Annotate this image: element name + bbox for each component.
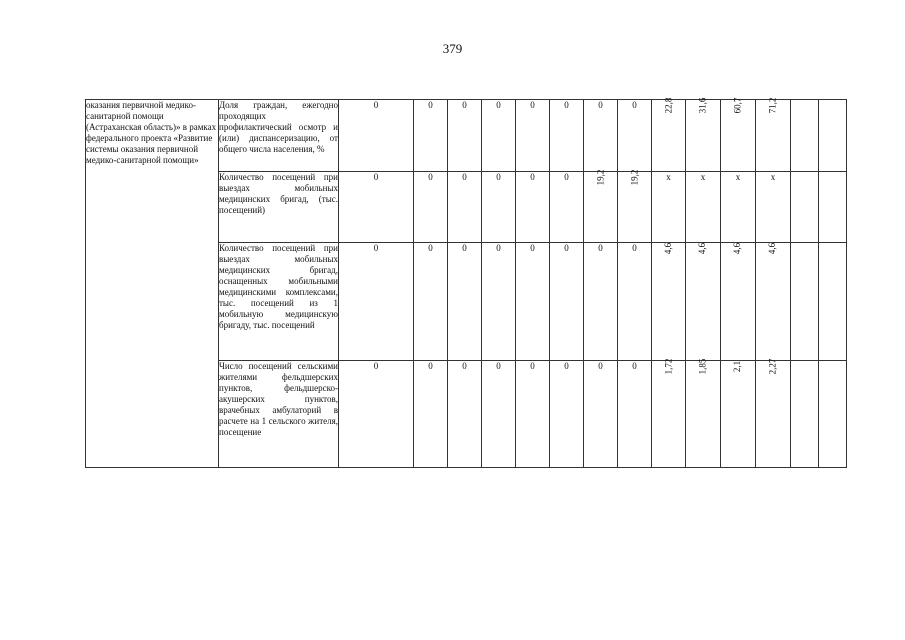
value-text: 0: [598, 100, 603, 110]
indicators-table: [85, 99, 847, 468]
value-cell: [516, 100, 550, 172]
value-cell: [584, 169, 618, 243]
value-text: 0: [373, 243, 379, 253]
value-text: 4,6: [697, 242, 708, 255]
value-cell: [791, 100, 819, 172]
value-cell: [414, 243, 448, 361]
value-text: 4,6: [732, 242, 743, 255]
value-cell: [448, 172, 482, 243]
indicator-cell: Количество посещений при выездах мобильных медицинских бригад, оснащенных мобильными медицинскими комплексами, тыс. посещений из 1 мобильную медицинскую бригаду, тыс. посещений: [219, 243, 339, 361]
value-cell: [584, 243, 618, 361]
value-cell: [756, 358, 791, 468]
value-cell: [516, 172, 550, 243]
value-cell: [618, 100, 652, 172]
value-cell: [618, 361, 652, 468]
value-text: х: [700, 172, 706, 182]
value-text: 0: [564, 100, 569, 110]
value-text: 0: [496, 243, 501, 253]
value-cell: [516, 361, 550, 468]
value-text: 2,27: [767, 358, 778, 375]
value-cell: [791, 243, 819, 361]
value-cell: [414, 172, 448, 243]
value-text: 0: [428, 361, 433, 371]
value-text: 0: [496, 172, 501, 182]
value-cell: [721, 172, 756, 243]
value-text: 0: [462, 361, 467, 371]
value-cell: [482, 100, 516, 172]
value-text: 22,8: [663, 97, 673, 114]
value-cell: [756, 172, 791, 243]
value-text: 0: [428, 100, 433, 110]
value-cell: [482, 172, 516, 243]
value-cell: [819, 361, 847, 468]
value-cell: [652, 172, 686, 243]
value-text: 2,1: [732, 360, 743, 373]
value-cell: [652, 243, 686, 361]
page-number: 379: [442, 41, 463, 56]
value-text: 0: [428, 172, 433, 182]
value-text: 71,2: [767, 97, 778, 114]
value-cell: [721, 361, 756, 468]
value-text: 0: [564, 361, 569, 371]
value-cell: [819, 172, 847, 243]
value-cell: [686, 358, 721, 468]
value-text: 0: [564, 243, 569, 253]
value-cell: [686, 243, 721, 361]
value-text: 0: [462, 172, 467, 182]
value-cell: [482, 361, 516, 468]
value-cell: [721, 97, 756, 172]
value-text: 0: [496, 361, 501, 371]
value-cell: [448, 100, 482, 172]
value-text: 19,2: [629, 169, 639, 186]
value-cell: [618, 243, 652, 361]
value-cell: [339, 100, 414, 172]
value-cell: [819, 243, 847, 361]
value-text: 0: [462, 243, 467, 253]
value-text: 0: [598, 243, 603, 253]
value-text: х: [770, 172, 776, 182]
value-text: 4,6: [767, 242, 778, 255]
value-cell: [652, 97, 686, 172]
value-cell: [652, 358, 686, 468]
value-text: 0: [428, 243, 433, 253]
value-cell: [448, 243, 482, 361]
value-text: 60,7: [732, 97, 743, 114]
value-text: 0: [530, 361, 535, 371]
value-text: 0: [462, 100, 467, 110]
value-cell: [721, 243, 756, 361]
value-text: х: [735, 172, 741, 182]
value-cell: [414, 100, 448, 172]
value-cell: [756, 97, 791, 172]
value-text: 31,6: [697, 97, 708, 114]
indicator-cell: Количество посещений при выездах мобильных медицинских бригад, (тыс. посещений): [219, 172, 339, 243]
value-text: 0: [530, 172, 535, 182]
value-cell: [516, 243, 550, 361]
value-cell: [550, 243, 584, 361]
value-text: 0: [530, 100, 535, 110]
value-text: х: [666, 172, 671, 182]
value-cell: [414, 361, 448, 468]
value-text: 0: [496, 100, 501, 110]
value-cell: [339, 243, 414, 361]
value-cell: [686, 172, 721, 243]
value-cell: [791, 361, 819, 468]
value-text: 19,2: [595, 169, 605, 186]
value-text: 0: [598, 361, 603, 371]
value-text: 0: [373, 361, 379, 371]
value-text: 0: [530, 243, 535, 253]
value-cell: [448, 361, 482, 468]
value-text: 0: [564, 172, 569, 182]
value-cell: [339, 361, 414, 468]
value-text: 1,72: [663, 358, 673, 375]
value-cell: [550, 172, 584, 243]
value-cell: [618, 169, 652, 243]
value-cell: [550, 100, 584, 172]
value-text: 4,6: [663, 242, 673, 255]
value-cell: [482, 243, 516, 361]
value-cell: [686, 97, 721, 172]
value-text: 0: [373, 172, 379, 182]
indicator-cell: Доля граждан, ежегодно проходящих профилактический осмотр и (или) диспансеризацию, от общего числа населения, %: [219, 100, 339, 172]
value-cell: [756, 243, 791, 361]
value-text: 0: [373, 100, 379, 110]
value-cell: [339, 172, 414, 243]
value-cell: [550, 361, 584, 468]
value-text: 0: [632, 361, 637, 371]
value-cell: [584, 100, 618, 172]
value-cell: [584, 361, 618, 468]
value-text: 0: [632, 100, 637, 110]
value-cell: [819, 100, 847, 172]
table-row: [86, 100, 847, 172]
indicator-cell: Число посещений сельскими жителями фельдшерских пунктов, фельдшерско-акушерских пунктов, врачебных амбулаторий в расчете на 1 сельского жителя, посещение: [219, 361, 339, 468]
value-cell: [791, 172, 819, 243]
value-text: 0: [632, 243, 637, 253]
value-text: 1,85: [697, 358, 708, 375]
program-name-cell: оказания первичной медико-санитарной помощи (Астраханская область)» в рамках федерального проекта «Развитие системы оказания первичной медико-санитарной помощи»: [86, 100, 219, 468]
